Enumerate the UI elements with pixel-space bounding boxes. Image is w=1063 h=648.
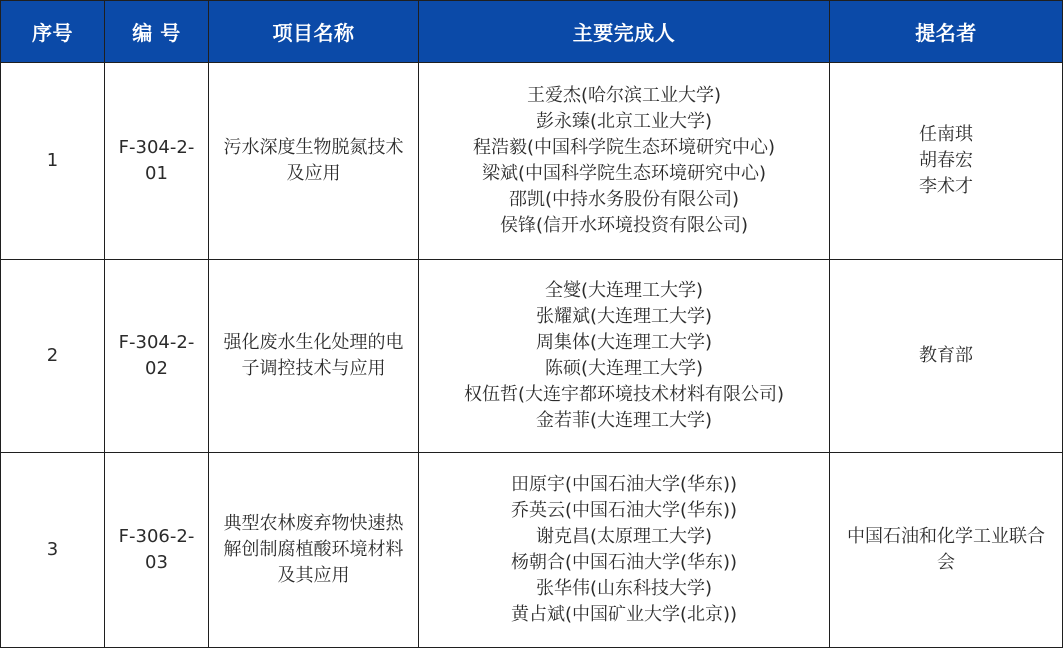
project-cell <box>209 63 419 260</box>
person-entry: 邵凯(中持水务股份有限公司) <box>508 189 740 210</box>
header-seq: 序号 <box>1 1 105 63</box>
person-entry: 黄占斌(中国矿业大学(北京)) <box>510 604 738 625</box>
header-nominator: 提名者 <box>830 1 1063 63</box>
person-entry: 谢克昌(太原理工大学) <box>535 526 713 547</box>
seq-cell: 1 <box>1 63 105 260</box>
project-line: 强化废水生化处理的电 <box>223 332 404 353</box>
person-entry: 杨朝合(中国石油大学(华东)) <box>510 552 738 573</box>
person-entry: 张耀斌(大连理工大学) <box>535 306 713 327</box>
code-line: 02 <box>145 358 168 379</box>
table-row <box>1 63 1063 260</box>
person-entry: 侯锋(信开水环境投资有限公司) <box>499 215 749 236</box>
nominator-line: 中国石油和化学工业联合 <box>847 526 1045 547</box>
code-line: 03 <box>145 552 168 573</box>
person-entry: 周集体(大连理工大学) <box>535 332 713 353</box>
person-entry: 梁斌(中国科学院生态环境研究中心) <box>481 163 767 184</box>
person-entry: 田原宇(中国石油大学(华东)) <box>510 474 738 495</box>
table-row <box>1 453 1063 648</box>
nominator-cell <box>830 453 1063 648</box>
seq-cell: 2 <box>1 260 105 453</box>
code-line: 01 <box>145 163 168 184</box>
nominator-line: 李术才 <box>919 176 973 197</box>
project-line: 解创制腐植酸环境材料 <box>223 539 404 560</box>
header-code: 编 号 <box>105 1 209 63</box>
people-cell <box>419 453 830 648</box>
header-project: 项目名称 <box>209 1 419 63</box>
person-entry: 权伍哲(大连宇都环境技术材料有限公司) <box>463 384 785 405</box>
nominator-cell <box>830 260 1063 453</box>
project-line: 污水深度生物脱氮技术 <box>223 137 404 158</box>
nominator-line: 教育部 <box>919 345 973 366</box>
person-entry: 陈硕(大连理工大学) <box>544 358 704 379</box>
code-cell <box>105 63 209 260</box>
person-entry: 彭永臻(北京工业大学) <box>535 111 713 132</box>
code-line: F-304-2- <box>118 332 195 353</box>
people-cell <box>419 260 830 453</box>
person-entry: 程浩毅(中国科学院生态环境研究中心) <box>472 137 776 158</box>
project-line: 及其应用 <box>277 565 350 586</box>
nominator-line: 任南琪 <box>919 124 973 145</box>
code-cell <box>105 260 209 453</box>
project-line: 及应用 <box>286 163 341 184</box>
nominator-line: 胡春宏 <box>919 150 973 171</box>
project-line: 典型农林废弃物快速热 <box>223 513 404 534</box>
header-row <box>1 1 1063 63</box>
header-people: 主要完成人 <box>419 1 830 63</box>
person-entry: 金若菲(大连理工大学) <box>535 410 713 431</box>
nominator-line: 会 <box>937 552 955 573</box>
person-entry: 乔英云(中国石油大学(华东)) <box>510 500 738 521</box>
people-cell <box>419 63 830 260</box>
project-cell <box>209 260 419 453</box>
person-entry: 张华伟(山东科技大学) <box>535 578 713 599</box>
nominator-cell <box>830 63 1063 260</box>
seq-cell: 3 <box>1 453 105 648</box>
person-entry: 王爱杰(哈尔滨工业大学) <box>526 85 722 106</box>
code-line: F-304-2- <box>118 137 195 158</box>
table-row <box>1 260 1063 453</box>
project-cell <box>209 453 419 648</box>
code-line: F-306-2- <box>118 526 195 547</box>
person-entry: 全燮(大连理工大学) <box>544 280 704 301</box>
project-line: 子调控技术与应用 <box>241 358 386 379</box>
code-cell <box>105 453 209 648</box>
